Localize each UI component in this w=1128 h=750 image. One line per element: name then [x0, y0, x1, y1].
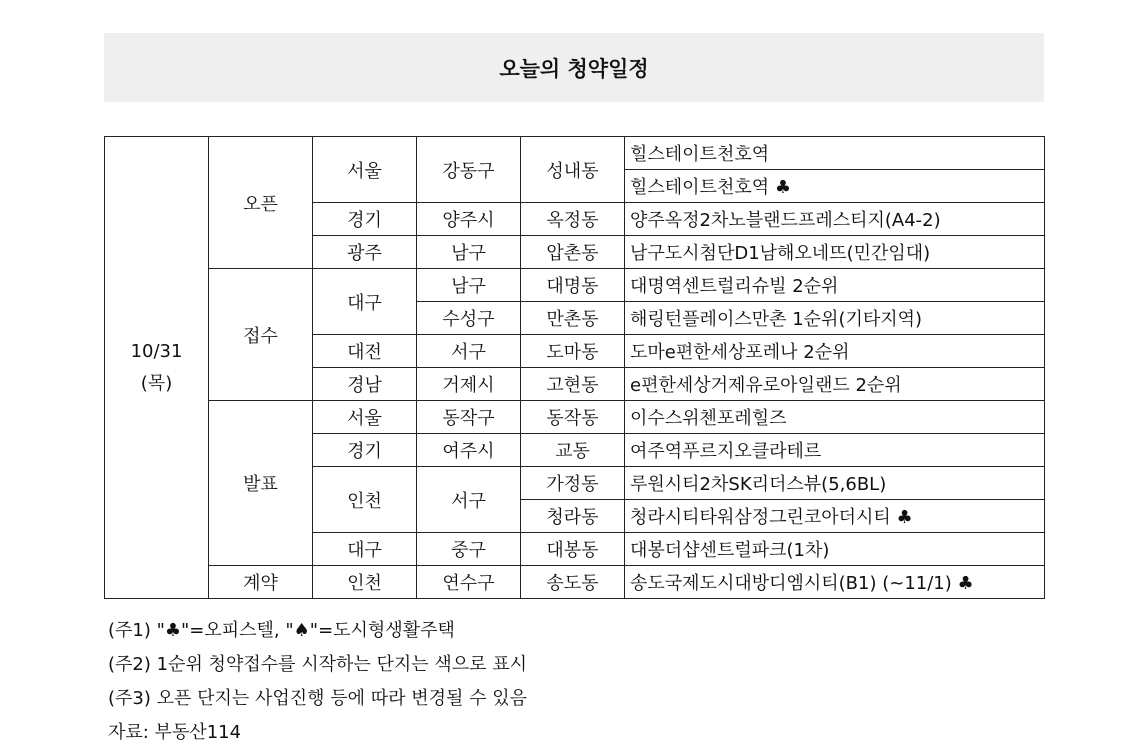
district-cell: 서구 — [417, 467, 521, 533]
district-cell: 연수구 — [417, 566, 521, 599]
district-cell: 거제시 — [417, 368, 521, 401]
title-banner — [104, 33, 1044, 102]
region-cell: 대전 — [313, 335, 417, 368]
region-cell: 경기 — [313, 203, 417, 236]
complex-name: 루원시티2차SK리더스뷰(5,6BL) — [630, 474, 887, 495]
table-row — [105, 269, 1045, 302]
complex-name: 청라시티타워삼정그린코아더시티 — [630, 507, 897, 528]
region-cell: 대구 — [313, 269, 417, 335]
district-cell: 강동구 — [417, 137, 521, 203]
complex-name: 대봉더샵센트럴파크(1차) — [630, 540, 830, 561]
district-cell: 수성구 — [417, 302, 521, 335]
district-cell: 서구 — [417, 335, 521, 368]
source-note: 자료: 부동산114 — [108, 722, 242, 743]
table-row — [105, 137, 1045, 170]
dong-cell: 청라동 — [521, 500, 625, 533]
category-announce: 발표 — [209, 401, 313, 566]
district-cell: 남구 — [417, 269, 521, 302]
district-cell: 중구 — [417, 533, 521, 566]
complex-name-cell — [625, 302, 1045, 335]
complex-name: 여주역푸르지오클라테르 — [630, 441, 822, 462]
club-icon: ♣ — [774, 177, 791, 198]
complex-name-cell — [625, 500, 1045, 533]
dong-cell: 동작동 — [521, 401, 625, 434]
region-cell: 서울 — [313, 401, 417, 434]
complex-name: 해링턴플레이스만촌 1순위(기타지역) — [630, 309, 923, 330]
complex-name-cell — [625, 368, 1045, 401]
footnote-2: (주2) 1순위 청약접수를 시작하는 단지는 색으로 표시 — [108, 654, 528, 675]
complex-name-cell — [625, 335, 1045, 368]
complex-name-cell — [625, 269, 1045, 302]
date-weekday: (목) — [140, 372, 173, 394]
complex-name: 도마e편한세상포레나 2순위 — [630, 342, 850, 363]
complex-name-cell — [625, 566, 1045, 599]
dong-cell: 대명동 — [521, 269, 625, 302]
date-day: 10/31 — [130, 340, 183, 362]
subscription-schedule-table — [104, 136, 1045, 599]
complex-name-cell — [625, 401, 1045, 434]
table-row — [105, 566, 1045, 599]
complex-name: 힐스테이트천호역 — [630, 177, 775, 198]
region-cell: 대구 — [313, 533, 417, 566]
complex-name-cell — [625, 467, 1045, 500]
category-receive: 접수 — [209, 269, 313, 401]
dong-cell: 가정동 — [521, 467, 625, 500]
complex-name: 대명역센트럴리슈빌 2순위 — [630, 276, 839, 297]
region-cell: 인천 — [313, 566, 417, 599]
dong-cell: 만촌동 — [521, 302, 625, 335]
complex-name: 남구도시첨단D1남해오네뜨(민간임대) — [630, 243, 931, 264]
footnote-3: (주3) 오픈 단지는 사업진행 등에 따라 변경될 수 있음 — [108, 688, 528, 709]
complex-name: 힐스테이트천호역 — [630, 144, 770, 165]
table-row — [105, 401, 1045, 434]
complex-name-cell — [625, 203, 1045, 236]
category-contract: 계약 — [209, 566, 313, 599]
complex-name: 이수스위첸포레힐즈 — [630, 408, 787, 429]
region-cell: 인천 — [313, 467, 417, 533]
dong-cell: 옥정동 — [521, 203, 625, 236]
complex-name-cell — [625, 170, 1045, 203]
region-cell: 서울 — [313, 137, 417, 203]
dong-cell: 도마동 — [521, 335, 625, 368]
dong-cell: 대봉동 — [521, 533, 625, 566]
dong-cell: 고현동 — [521, 368, 625, 401]
complex-name: 송도국제도시대방디엠시티(B1) (~11/1) — [630, 573, 958, 594]
date-cell — [105, 137, 209, 599]
complex-name: 양주옥정2차노블랜드프레스티지(A4-2) — [630, 210, 941, 231]
club-icon: ♣ — [896, 507, 913, 528]
region-cell: 경남 — [313, 368, 417, 401]
footnote-1: (주1) "♣"=오피스텔, "♠"=도시형생활주택 — [108, 620, 455, 641]
region-cell: 광주 — [313, 236, 417, 269]
complex-name-cell — [625, 137, 1045, 170]
club-icon: ♣ — [957, 573, 974, 594]
region-cell: 경기 — [313, 434, 417, 467]
complex-name-cell — [625, 236, 1045, 269]
footnotes — [108, 614, 527, 750]
district-cell: 남구 — [417, 236, 521, 269]
complex-name-cell — [625, 434, 1045, 467]
district-cell: 양주시 — [417, 203, 521, 236]
dong-cell: 압촌동 — [521, 236, 625, 269]
complex-name-cell — [625, 533, 1045, 566]
district-cell: 동작구 — [417, 401, 521, 434]
district-cell: 여주시 — [417, 434, 521, 467]
category-open: 오픈 — [209, 137, 313, 269]
complex-name: e편한세상거제유로아일랜드 2순위 — [630, 375, 902, 396]
page-title: 오늘의 청약일정 — [499, 56, 649, 81]
dong-cell: 교동 — [521, 434, 625, 467]
dong-cell: 송도동 — [521, 566, 625, 599]
dong-cell: 성내동 — [521, 137, 625, 203]
